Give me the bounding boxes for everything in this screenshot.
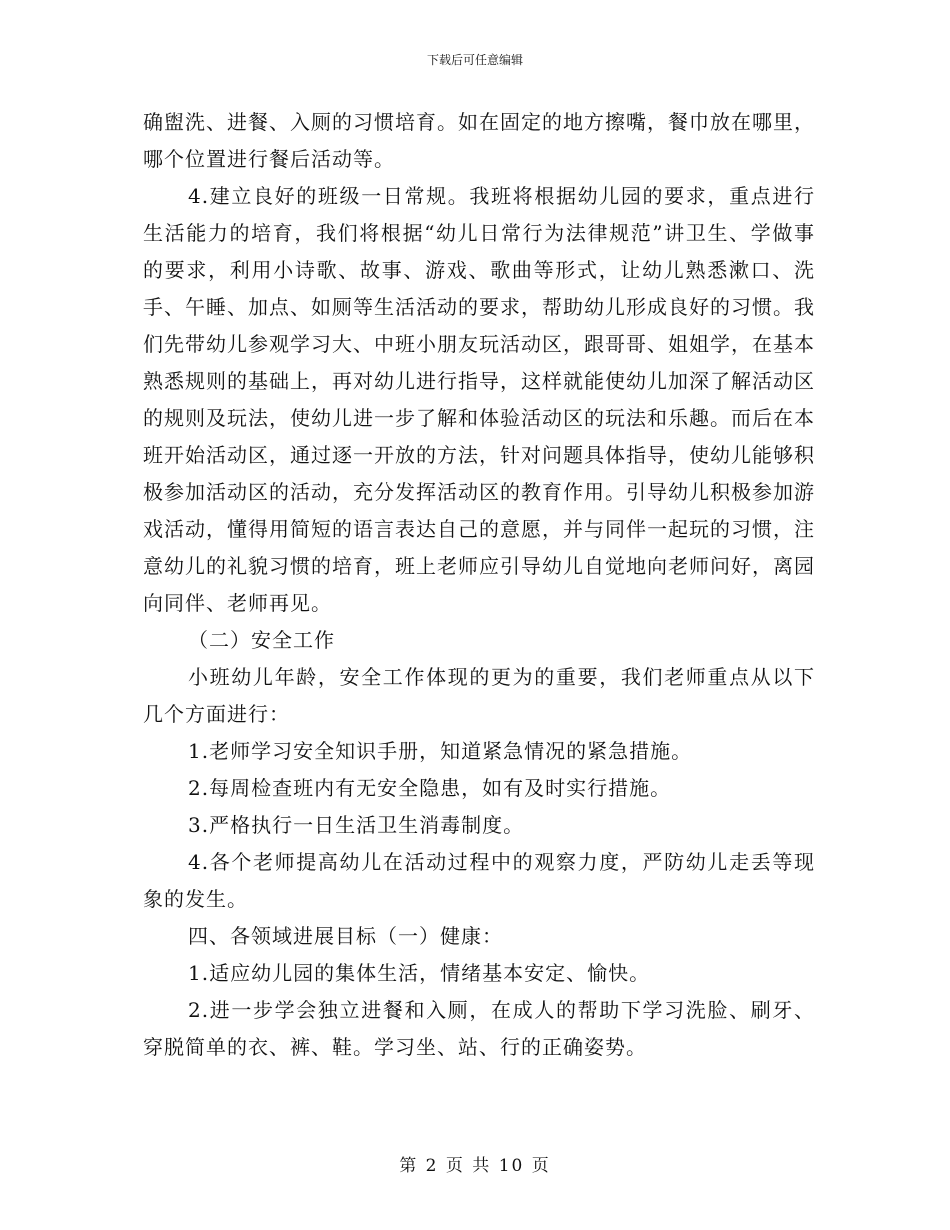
section-heading-safety: （二）安全工作	[188, 628, 335, 652]
page-header: 下载后可任意编辑	[426, 53, 523, 67]
list-item-health-1: 1.适应幼儿园的集体生活，情绪基本安定、愉快。	[188, 961, 651, 985]
list-item-health-2: 2.进一步学会独立进餐和入厕，在成人的帮助下学习洗脸、刷牙、穿脱简单的衣、裤、鞋。学习坐、站、行的正确姿势。	[143, 998, 815, 1059]
paragraph-safety-intro: 小班幼儿年龄，安全工作体现的更为的重要，我们老师重点从以下几个方面进行：	[143, 665, 815, 726]
page-number: 第 2 页 共 10 页	[399, 1156, 551, 1176]
paragraph-daily-routine: 4.建立良好的班级一日常规。我班将根据幼儿园的要求，重点进行生活能力的培育，我们将根据“幼儿日常行为法律规范”讲卫生、学做事的要求，利用小诗歌、故事、游戏、歌曲等形式，让幼儿熟悉漱口、洗手、午睡、加点、如厕等生活活动的要求，帮助幼儿形成良好的习惯。我们先带幼儿参观学习大、中班小朋友玩活动区，跟哥哥、姐姐学，在基本熟悉规则的基础上，再对幼儿进行指导，这样就能使幼儿加深了解活动区的规则及玩法，使幼儿进一步了解和体验活动区的玩法和乐趣。而后在本班开始活动区，通过逐一开放的方法，针对问题具体指导，使幼儿能够积极参加活动区的活动，充分发挥活动区的教育作用。引导幼儿积极参加游戏活动，懂得用简短的语言表达自己的意愿，并与同伴一起玩的习惯，注意幼儿的礼貌习惯的培育，班上老师应引导幼儿自觉地向老师问好，离园向同伴、老师再见。	[143, 184, 815, 615]
document-body	[143, 104, 815, 1066]
list-item-safety-3: 3.严格执行一日生活卫生消毒制度。	[188, 813, 525, 837]
list-item-safety-1: 1.老师学习安全知识手册，知道紧急情况的紧急措施。	[188, 739, 693, 763]
section-heading-goals: 四、各领域进展目标（一）健康：	[188, 924, 503, 948]
paragraph-hygiene-habits: 确盥洗、进餐、入厕的习惯培育。如在固定的地方擦嘴，餐巾放在哪里，哪个位置进行餐后活动等。	[143, 110, 815, 171]
list-item-safety-4: 4.各个老师提高幼儿在活动过程中的观察力度，严防幼儿走丢等现象的发生。	[143, 850, 815, 911]
list-item-safety-2: 2.每周检查班内有无安全隐患，如有及时实行措施。	[188, 776, 672, 800]
